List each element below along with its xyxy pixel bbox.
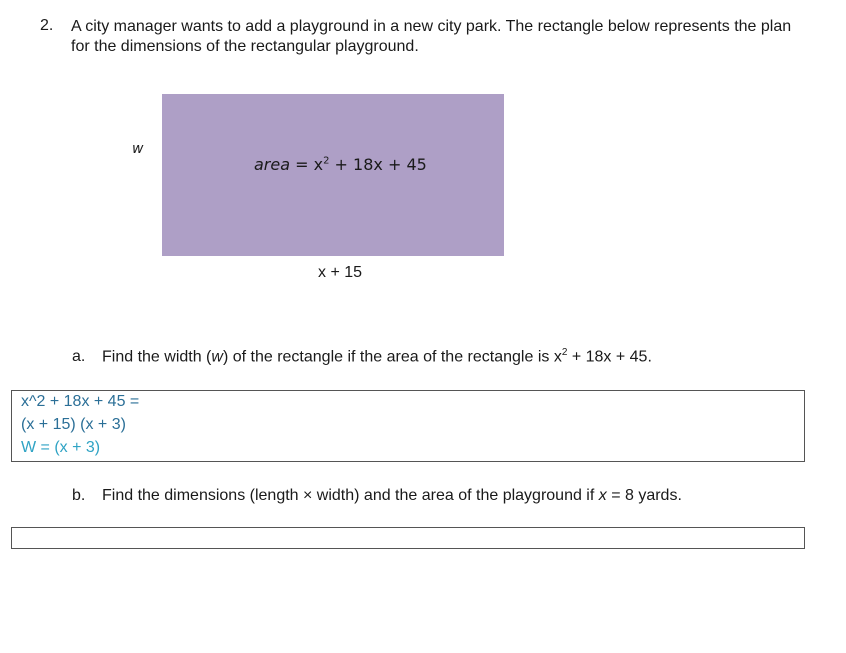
width-label: w xyxy=(132,141,144,157)
part-a-text-1: Find the width ( xyxy=(102,348,212,366)
answer-a-line-2: (x + 15) (x + 3) xyxy=(21,416,126,433)
part-a-prompt xyxy=(72,347,652,366)
part-a-text-3: + 18x + 45. xyxy=(567,348,652,366)
area-expression xyxy=(254,155,427,174)
part-a-letter: a. xyxy=(72,348,86,366)
part-b-text-1: Find the dimensions (length × width) and the area of the playground if xyxy=(102,487,599,504)
part-a-text-2: ) of the rectangle if the area of the rectangle is x xyxy=(222,348,562,366)
part-a-var: w xyxy=(211,348,223,366)
answer-box-b[interactable] xyxy=(11,527,805,549)
question-number: 2. xyxy=(40,17,54,34)
question-text: A city manager wants to add a playground in a new city park. The rectangle below represents the plan for the dimensions of the rectangular playground. xyxy=(71,18,792,55)
answer-box-a[interactable] xyxy=(11,390,805,462)
playground-rectangle xyxy=(162,94,504,256)
answer-a-line-1: x^2 + 18x + 45 = xyxy=(21,393,140,410)
area-exponent: 2 xyxy=(323,155,330,167)
length-label: x + 15 xyxy=(318,264,363,281)
area-eq: = x xyxy=(290,155,324,174)
part-b-letter: b. xyxy=(72,487,86,504)
part-b-prompt xyxy=(72,487,682,505)
part-b-text-2: = 8 yards. xyxy=(606,487,682,504)
answer-a-line-3: W = (x + 3) xyxy=(21,439,101,456)
part-b-var: x xyxy=(598,487,607,504)
area-rest: + 18x + 45 xyxy=(329,155,427,174)
area-word: area xyxy=(254,155,291,174)
part-a-exp: 2 xyxy=(561,347,568,358)
